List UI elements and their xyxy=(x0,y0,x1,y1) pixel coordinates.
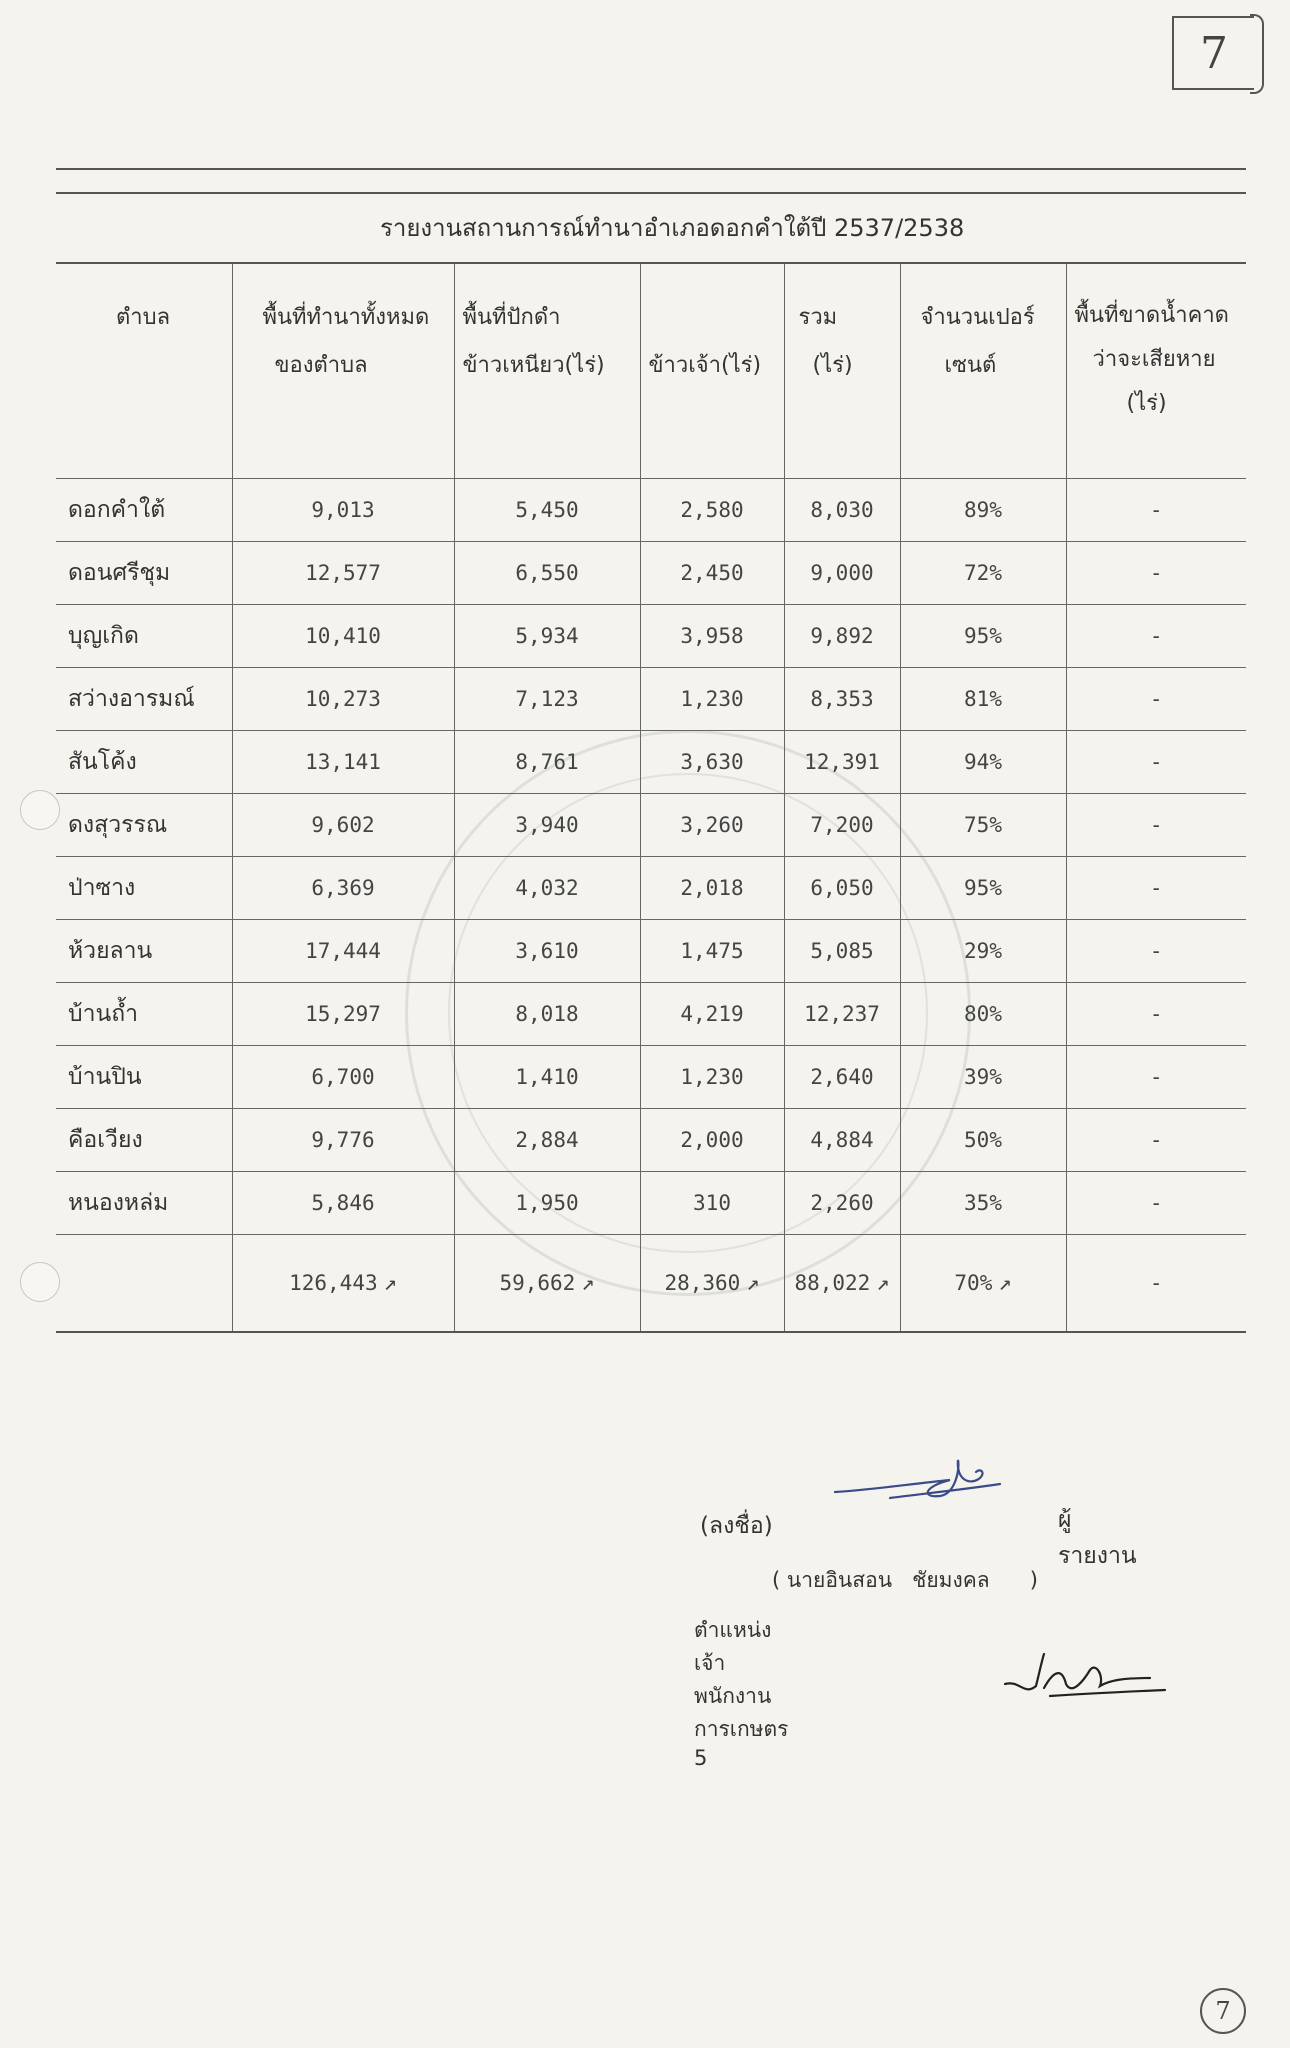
tambon-cell: บุญเกิด xyxy=(56,605,232,668)
header-total-area xyxy=(232,263,454,479)
sum-cell: 2,260 xyxy=(784,1172,900,1235)
plain-rice-cell: 310 xyxy=(640,1172,784,1235)
total-area-cell: 9,013 xyxy=(232,479,454,542)
percent-cell: 35% xyxy=(900,1172,1066,1235)
sum-cell: 9,000 xyxy=(784,542,900,605)
total-sum-cell xyxy=(784,1235,900,1333)
sticky-rice-cell: 3,610 xyxy=(454,920,640,983)
total-total-area-cell xyxy=(232,1235,454,1333)
total-area-cell: 5,846 xyxy=(232,1172,454,1235)
sticky-rice-cell: 8,018 xyxy=(454,983,640,1046)
plain-rice-cell: 1,475 xyxy=(640,920,784,983)
total-drought-cell xyxy=(1066,1235,1246,1333)
table-row xyxy=(56,605,1246,668)
tick-mark-icon: ↗ xyxy=(876,1270,890,1296)
tambon-cell: ดอกคำใต้ xyxy=(56,479,232,542)
drought-cell: - xyxy=(1066,479,1246,542)
sum-cell: 12,237 xyxy=(784,983,900,1046)
reporter-role: ผู้รายงาน xyxy=(1058,1507,1137,1569)
total-area-cell: 10,273 xyxy=(232,668,454,731)
drought-cell: - xyxy=(1066,983,1246,1046)
drought-cell: - xyxy=(1066,1109,1246,1172)
top-rule xyxy=(56,168,1246,170)
drought-cell: - xyxy=(1066,668,1246,731)
header-sum-line2: (ไร่) xyxy=(812,353,853,378)
header-sticky-rice xyxy=(454,263,640,479)
table-row xyxy=(56,1109,1246,1172)
total-area-cell: 9,776 xyxy=(232,1109,454,1172)
title-rule xyxy=(56,192,1246,194)
drought-cell: - xyxy=(1066,920,1246,983)
tambon-cell: บ้านปิน xyxy=(56,1046,232,1109)
plain-rice-cell: 3,630 xyxy=(640,731,784,794)
sum-cell: 8,353 xyxy=(784,668,900,731)
reporter-position: ตำแหน่ง เจ้าพนักงานการเกษตร 5 xyxy=(694,1618,789,1770)
plain-rice-cell: 2,018 xyxy=(640,857,784,920)
drought-cell: - xyxy=(1066,1046,1246,1109)
tick-mark-icon: ↗ xyxy=(746,1270,760,1296)
total-row xyxy=(56,1235,1246,1333)
table-row xyxy=(56,857,1246,920)
header-total-area-line2: ของตำบล xyxy=(274,353,368,378)
report-title: รายงานสถานการณ์ทำนาอำเภอดอกคำใต้ปี 2537/2538 xyxy=(380,214,965,242)
total-area-cell: 15,297 xyxy=(232,983,454,1046)
header-percent-line2: เซนต์ xyxy=(944,353,997,378)
drought-cell: - xyxy=(1066,542,1246,605)
sticky-rice-cell: 3,940 xyxy=(454,794,640,857)
sticky-rice-cell: 1,410 xyxy=(454,1046,640,1109)
tambon-cell: หนองหล่ม xyxy=(56,1172,232,1235)
total-area-cell: 17,444 xyxy=(232,920,454,983)
tambon-cell: ห้วยลาน xyxy=(56,920,232,983)
tambon-cell: คือเวียง xyxy=(56,1109,232,1172)
header-percent-line1: จำนวนเปอร์ xyxy=(920,305,1035,330)
sum-cell: 4,884 xyxy=(784,1109,900,1172)
percent-cell: 50% xyxy=(900,1109,1066,1172)
table-row xyxy=(56,1172,1246,1235)
total-area-cell: 6,700 xyxy=(232,1046,454,1109)
table-row xyxy=(56,920,1246,983)
table-row xyxy=(56,731,1246,794)
tambon-cell: สว่างอารมณ์ xyxy=(56,668,232,731)
tambon-cell: สันโค้ง xyxy=(56,731,232,794)
sticky-rice-cell: 2,884 xyxy=(454,1109,640,1172)
total-area-cell: 12,577 xyxy=(232,542,454,605)
table-row xyxy=(56,794,1246,857)
header-total-area-line1: พื้นที่ทำนาทั้งหมด xyxy=(262,305,430,330)
header-tambon xyxy=(56,263,232,479)
header-drought-line3: (ไร่) xyxy=(1126,391,1167,416)
header-sum xyxy=(784,263,900,479)
sum-cell: 9,892 xyxy=(784,605,900,668)
sum-cell: 8,030 xyxy=(784,479,900,542)
tambon-cell: ดอนศรีชุม xyxy=(56,542,232,605)
header-plain-rice xyxy=(640,263,784,479)
percent-cell: 94% xyxy=(900,731,1066,794)
drought-cell: - xyxy=(1066,1172,1246,1235)
second-signature-image xyxy=(1000,1640,1170,1720)
total-area-cell: 10,410 xyxy=(232,605,454,668)
total-value: 70% xyxy=(954,1270,993,1295)
total-value: 88,022 xyxy=(794,1270,871,1295)
table-row xyxy=(56,668,1246,731)
tick-mark-icon: ↗ xyxy=(581,1270,595,1296)
hole-punch xyxy=(20,790,60,830)
sum-cell: 12,391 xyxy=(784,731,900,794)
plain-rice-cell: 2,450 xyxy=(640,542,784,605)
sum-cell: 6,050 xyxy=(784,857,900,920)
sticky-rice-cell: 7,123 xyxy=(454,668,640,731)
drought-cell: - xyxy=(1066,731,1246,794)
header-tambon-label: ตำบล xyxy=(116,305,171,330)
header-drought-line2: ว่าจะเสียหาย xyxy=(1092,347,1216,372)
sticky-rice-cell: 5,934 xyxy=(454,605,640,668)
percent-cell: 81% xyxy=(900,668,1066,731)
total-area-cell: 9,602 xyxy=(232,794,454,857)
plain-rice-cell: 1,230 xyxy=(640,668,784,731)
total-value: 59,662 xyxy=(499,1270,576,1295)
header-planted-line1: พื้นที่ปักดำ xyxy=(462,305,561,330)
tambon-cell: บ้านถ้ำ xyxy=(56,983,232,1046)
plain-rice-cell: 3,260 xyxy=(640,794,784,857)
total-plain-rice-cell xyxy=(640,1235,784,1333)
plain-rice-cell: 3,958 xyxy=(640,605,784,668)
percent-cell: 75% xyxy=(900,794,1066,857)
header-drought xyxy=(1066,263,1246,479)
header-sticky-rice-label: ข้าวเหนียว(ไร่) xyxy=(462,353,605,378)
percent-cell: 95% xyxy=(900,857,1066,920)
reporter-name: ( นายอินสอน ชัยมงคล ) xyxy=(772,1568,1038,1592)
tambon-cell: ป่าซาง xyxy=(56,857,232,920)
total-area-cell: 13,141 xyxy=(232,731,454,794)
page-number-box: 7 xyxy=(1172,16,1254,90)
total-percent-cell xyxy=(900,1235,1066,1333)
header-drought-line1: พื้นที่ขาดน้ำคาด xyxy=(1074,303,1229,328)
sum-cell: 5,085 xyxy=(784,920,900,983)
signature-image xyxy=(830,1450,1030,1520)
plain-rice-cell: 1,230 xyxy=(640,1046,784,1109)
table-row xyxy=(56,479,1246,542)
plain-rice-cell: 4,219 xyxy=(640,983,784,1046)
total-value: 126,443 xyxy=(289,1270,378,1295)
header-row xyxy=(56,263,1246,479)
header-plain-rice-label: ข้าวเจ้า(ไร่) xyxy=(648,353,762,378)
plain-rice-cell: 2,580 xyxy=(640,479,784,542)
tick-mark-icon: ↗ xyxy=(998,1270,1012,1296)
signature-label: (ลงชื่อ) xyxy=(700,1513,773,1539)
sticky-rice-cell: 8,761 xyxy=(454,731,640,794)
drought-cell: - xyxy=(1066,794,1246,857)
percent-cell: 95% xyxy=(900,605,1066,668)
corner-page-mark: 7 xyxy=(1200,1988,1246,2034)
total-value: - xyxy=(1149,1271,1163,1295)
hole-punch xyxy=(20,1262,60,1302)
sticky-rice-cell: 4,032 xyxy=(454,857,640,920)
percent-cell: 39% xyxy=(900,1046,1066,1109)
sticky-rice-cell: 6,550 xyxy=(454,542,640,605)
table-row xyxy=(56,983,1246,1046)
percent-cell: 89% xyxy=(900,479,1066,542)
sticky-rice-cell: 1,950 xyxy=(454,1172,640,1235)
tambon-cell: ดงสุวรรณ xyxy=(56,794,232,857)
header-percent xyxy=(900,263,1066,479)
drought-cell: - xyxy=(1066,605,1246,668)
percent-cell: 29% xyxy=(900,920,1066,983)
sum-cell: 7,200 xyxy=(784,794,900,857)
total-value: 28,360 xyxy=(664,1270,741,1295)
table-body xyxy=(56,479,1246,1333)
total-area-cell: 6,369 xyxy=(232,857,454,920)
table-row xyxy=(56,1046,1246,1109)
sticky-rice-cell: 5,450 xyxy=(454,479,640,542)
sum-cell: 2,640 xyxy=(784,1046,900,1109)
total-sticky-rice-cell xyxy=(454,1235,640,1333)
percent-cell: 72% xyxy=(900,542,1066,605)
report-table xyxy=(56,262,1246,1333)
table-row xyxy=(56,542,1246,605)
plain-rice-cell: 2,000 xyxy=(640,1109,784,1172)
header-sum-line1: รวม xyxy=(798,305,838,330)
total-tambon-cell xyxy=(56,1235,232,1333)
tick-mark-icon: ↗ xyxy=(383,1270,397,1296)
drought-cell: - xyxy=(1066,857,1246,920)
percent-cell: 80% xyxy=(900,983,1066,1046)
